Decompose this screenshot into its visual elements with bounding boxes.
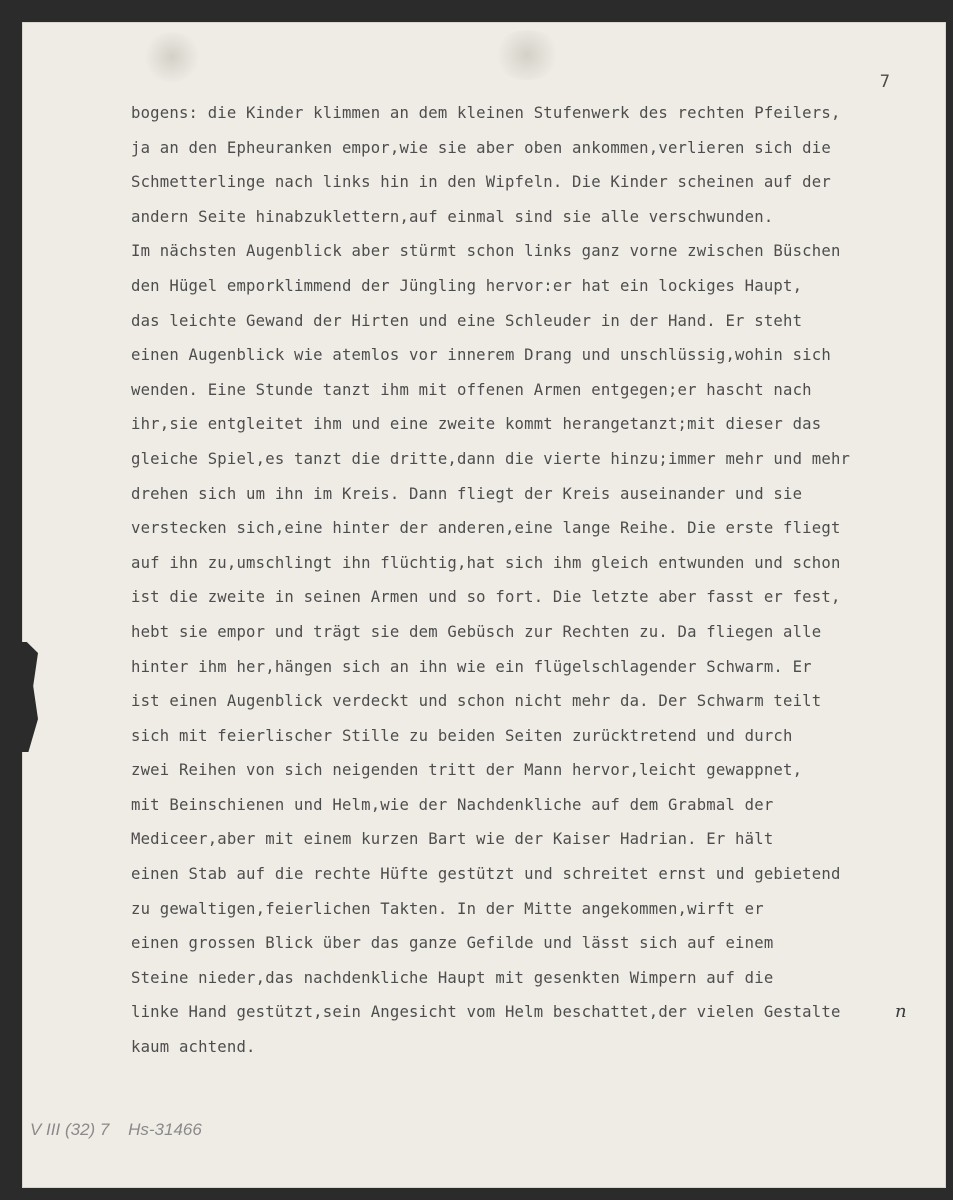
text-line: andern Seite hinabzuklettern,auf einmal sind sie alle verschwunden. xyxy=(131,207,774,226)
text-line: wenden. Eine Stunde tanzt ihm mit offenen Armen entgegen;er hascht nach xyxy=(131,380,812,399)
text-line: einen Augenblick wie atemlos vor innerem Drang und unschlüssig,wohin sich xyxy=(131,346,831,365)
text-line: einen Stab auf die rechte Hüfte gestützt und schreitet ernst und gebietend xyxy=(131,865,841,884)
archive-shelfmark: V III (32) 7 xyxy=(30,1120,110,1139)
smudge-mark xyxy=(492,30,562,80)
text-line: den Hügel emporklimmend der Jüngling hervor:er hat ein lockiges Haupt, xyxy=(131,276,803,295)
text-line: ja an den Epheuranken empor,wie sie aber oben ankommen,verlieren sich die xyxy=(131,138,831,157)
text-line: Mediceer,aber mit einem kurzen Bart wie der Kaiser Hadrian. Er hält xyxy=(131,830,774,849)
text-line: kaum achtend. xyxy=(131,1038,256,1057)
text-line: ihr,sie entgleitet ihm und eine zweite kommt herangetanzt;mit dieser das xyxy=(131,415,822,434)
text-line: zu gewaltigen,feierlichen Takten. In der Mitte angekommen,wirft er xyxy=(131,899,764,918)
text-line: auf ihn zu,umschlingt ihn flüchtig,hat sich ihm gleich entwunden und schon xyxy=(131,553,841,572)
archive-marks xyxy=(30,1120,216,1140)
text-line: gleiche Spiel,es tanzt die dritte,dann die vierte hinzu;immer mehr und mehr xyxy=(131,449,851,468)
text-line: Im nächsten Augenblick aber stürmt schon links ganz vorne zwischen Büschen xyxy=(131,242,841,261)
page-number: 7 xyxy=(879,72,890,92)
text-line: Schmetterlinge nach links hin in den Wipfeln. Die Kinder scheinen auf der xyxy=(131,173,831,192)
text-line: hebt sie empor und trägt sie dem Gebüsch zur Rechten zu. Da fliegen alle xyxy=(131,622,822,641)
text-line: ist einen Augenblick verdeckt und schon nicht mehr da. Der Schwarm teilt xyxy=(131,692,822,711)
text-line: das leichte Gewand der Hirten und eine Schleuder in der Hand. Er steht xyxy=(131,311,803,330)
archive-inventory-number: Hs-31466 xyxy=(128,1120,202,1139)
typewritten-body-text xyxy=(131,96,891,1065)
text-line: mit Beinschienen und Helm,wie der Nachdenkliche auf dem Grabmal der xyxy=(131,795,774,814)
handwritten-correction: n xyxy=(895,1001,907,1022)
text-line: zwei Reihen von sich neigenden tritt der Mann hervor,leicht gewappnet, xyxy=(131,761,803,780)
text-line: linke Hand gestützt,sein Angesicht vom Helm beschattet,der vielen Gestalte xyxy=(131,1003,841,1022)
text-line: verstecken sich,eine hinter der anderen,eine lange Reihe. Die erste fliegt xyxy=(131,519,841,538)
text-line: bogens: die Kinder klimmen an dem kleinen Stufenwerk des rechten Pfeilers, xyxy=(131,104,841,122)
text-line: sich mit feierlischer Stille zu beiden Seiten zurücktretend und durch xyxy=(131,726,793,745)
torn-edge xyxy=(22,642,38,752)
text-line: hinter ihm her,hängen sich an ihn wie ein flügelschlagender Schwarm. Er xyxy=(131,657,812,676)
text-line: Steine nieder,das nachdenkliche Haupt mit gesenkten Wimpern auf die xyxy=(131,968,774,987)
text-line: einen grossen Blick über das ganze Gefilde und lässt sich auf einem xyxy=(131,934,774,953)
text-line: ist die zweite in seinen Armen und so fort. Die letzte aber fasst er fest, xyxy=(131,588,841,607)
smudge-mark xyxy=(142,32,202,82)
text-line: drehen sich um ihn im Kreis. Dann fliegt der Kreis auseinander und sie xyxy=(131,484,803,503)
